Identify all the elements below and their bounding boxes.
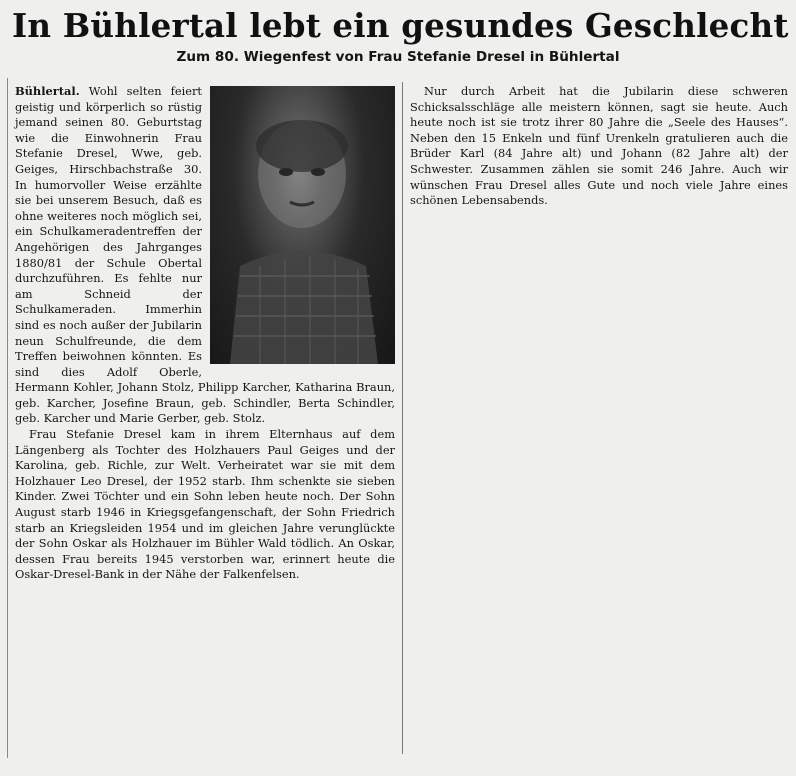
paragraph-3: Nur durch Arbeit hat die Jubilarin diese schweren Schicksalsschläge alle meistern können, sagt sie heute. Auch heute noch ist sie trotz ihrer 80 Jahre die „Seele des Hauses“. Neben den 15 Enkeln und fünf Urenkeln gratulieren auch die Brüder Karl (84 Jahre alt) und Johann (82 Jahre alt) der Schwester. Zusammen zählen sie somit 246 Jahre. Auch wir wünschen Frau Dresel alles Gute und noch viele Jahre eines schönen Lebensabends. — [410, 84, 788, 208]
article-column-left — [15, 84, 395, 583]
dateline: Bühlertal. — [15, 84, 80, 98]
paragraph-1: Bühlertal. Wohl selten feiert geistig und körperlich so rüstig jemand seinen 80. Geburtstag wie die Einwohnerin Frau Stefanie Dresel, Wwe, geb. Geiges, Hirschbachstraße 30. In humorvoller Weise erzählte sie bei unserem Besuch, daß es ohne weiteres noch möglich sei, ein Schulkameradentreffen der Angehörigen des Jahrganges 1880/81 der Schule Obertal durchzuführen. Es fehlte nur am Schneid der Schulkameraden. Immerhin sind es noch außer der Jubilarin neun Schulfreunde, die dem Treffen beiwohnen könnten. Es sind dies Adolf Oberle, Hermann Kohler, Johann Stolz, Philipp Karcher, Katharina Braun, geb. Karcher, Josefine Braun, geb. Schindler, Berta Schindler, geb. Karcher und Marie Gerber, geb. Stolz. — [15, 84, 395, 426]
headline: In Bühlertal lebt ein gesundes Geschlecht — [12, 6, 789, 45]
portrait-photo — [210, 86, 395, 364]
paragraph-2: Frau Stefanie Dresel kam in ihrem Elternhaus auf dem Längenberg als Tochter des Holzhauers Paul Geiges und der Karolina, geb. Richle, zur Welt. Verheiratet war sie mit dem Holzhauer Leo Dresel, der 1952 starb. Ihm schenkte sie sieben Kinder. Zwei Töchter und ein Sohn leben heute noch. Der Sohn August starb 1946 in Kriegsgefangenschaft, der Sohn Friedrich starb an Kriegsleiden 1954 und im gleichen Jahre verunglückte der Sohn Oskar als Holzhauer im Bühler Wald tödlich. An Oskar, dessen Frau bereits 1945 verstorben war, erinnert heute die Oskar-Dresel-Bank in der Nähe der Falkenfelsen. — [15, 427, 395, 582]
article-column-right — [410, 84, 788, 209]
column-rule-left — [7, 78, 8, 758]
portrait-figure — [210, 86, 395, 364]
subheadline: Zum 80. Wiegenfest von Frau Stefanie Dresel in Bühlertal — [176, 49, 620, 65]
column-divider — [402, 82, 403, 754]
